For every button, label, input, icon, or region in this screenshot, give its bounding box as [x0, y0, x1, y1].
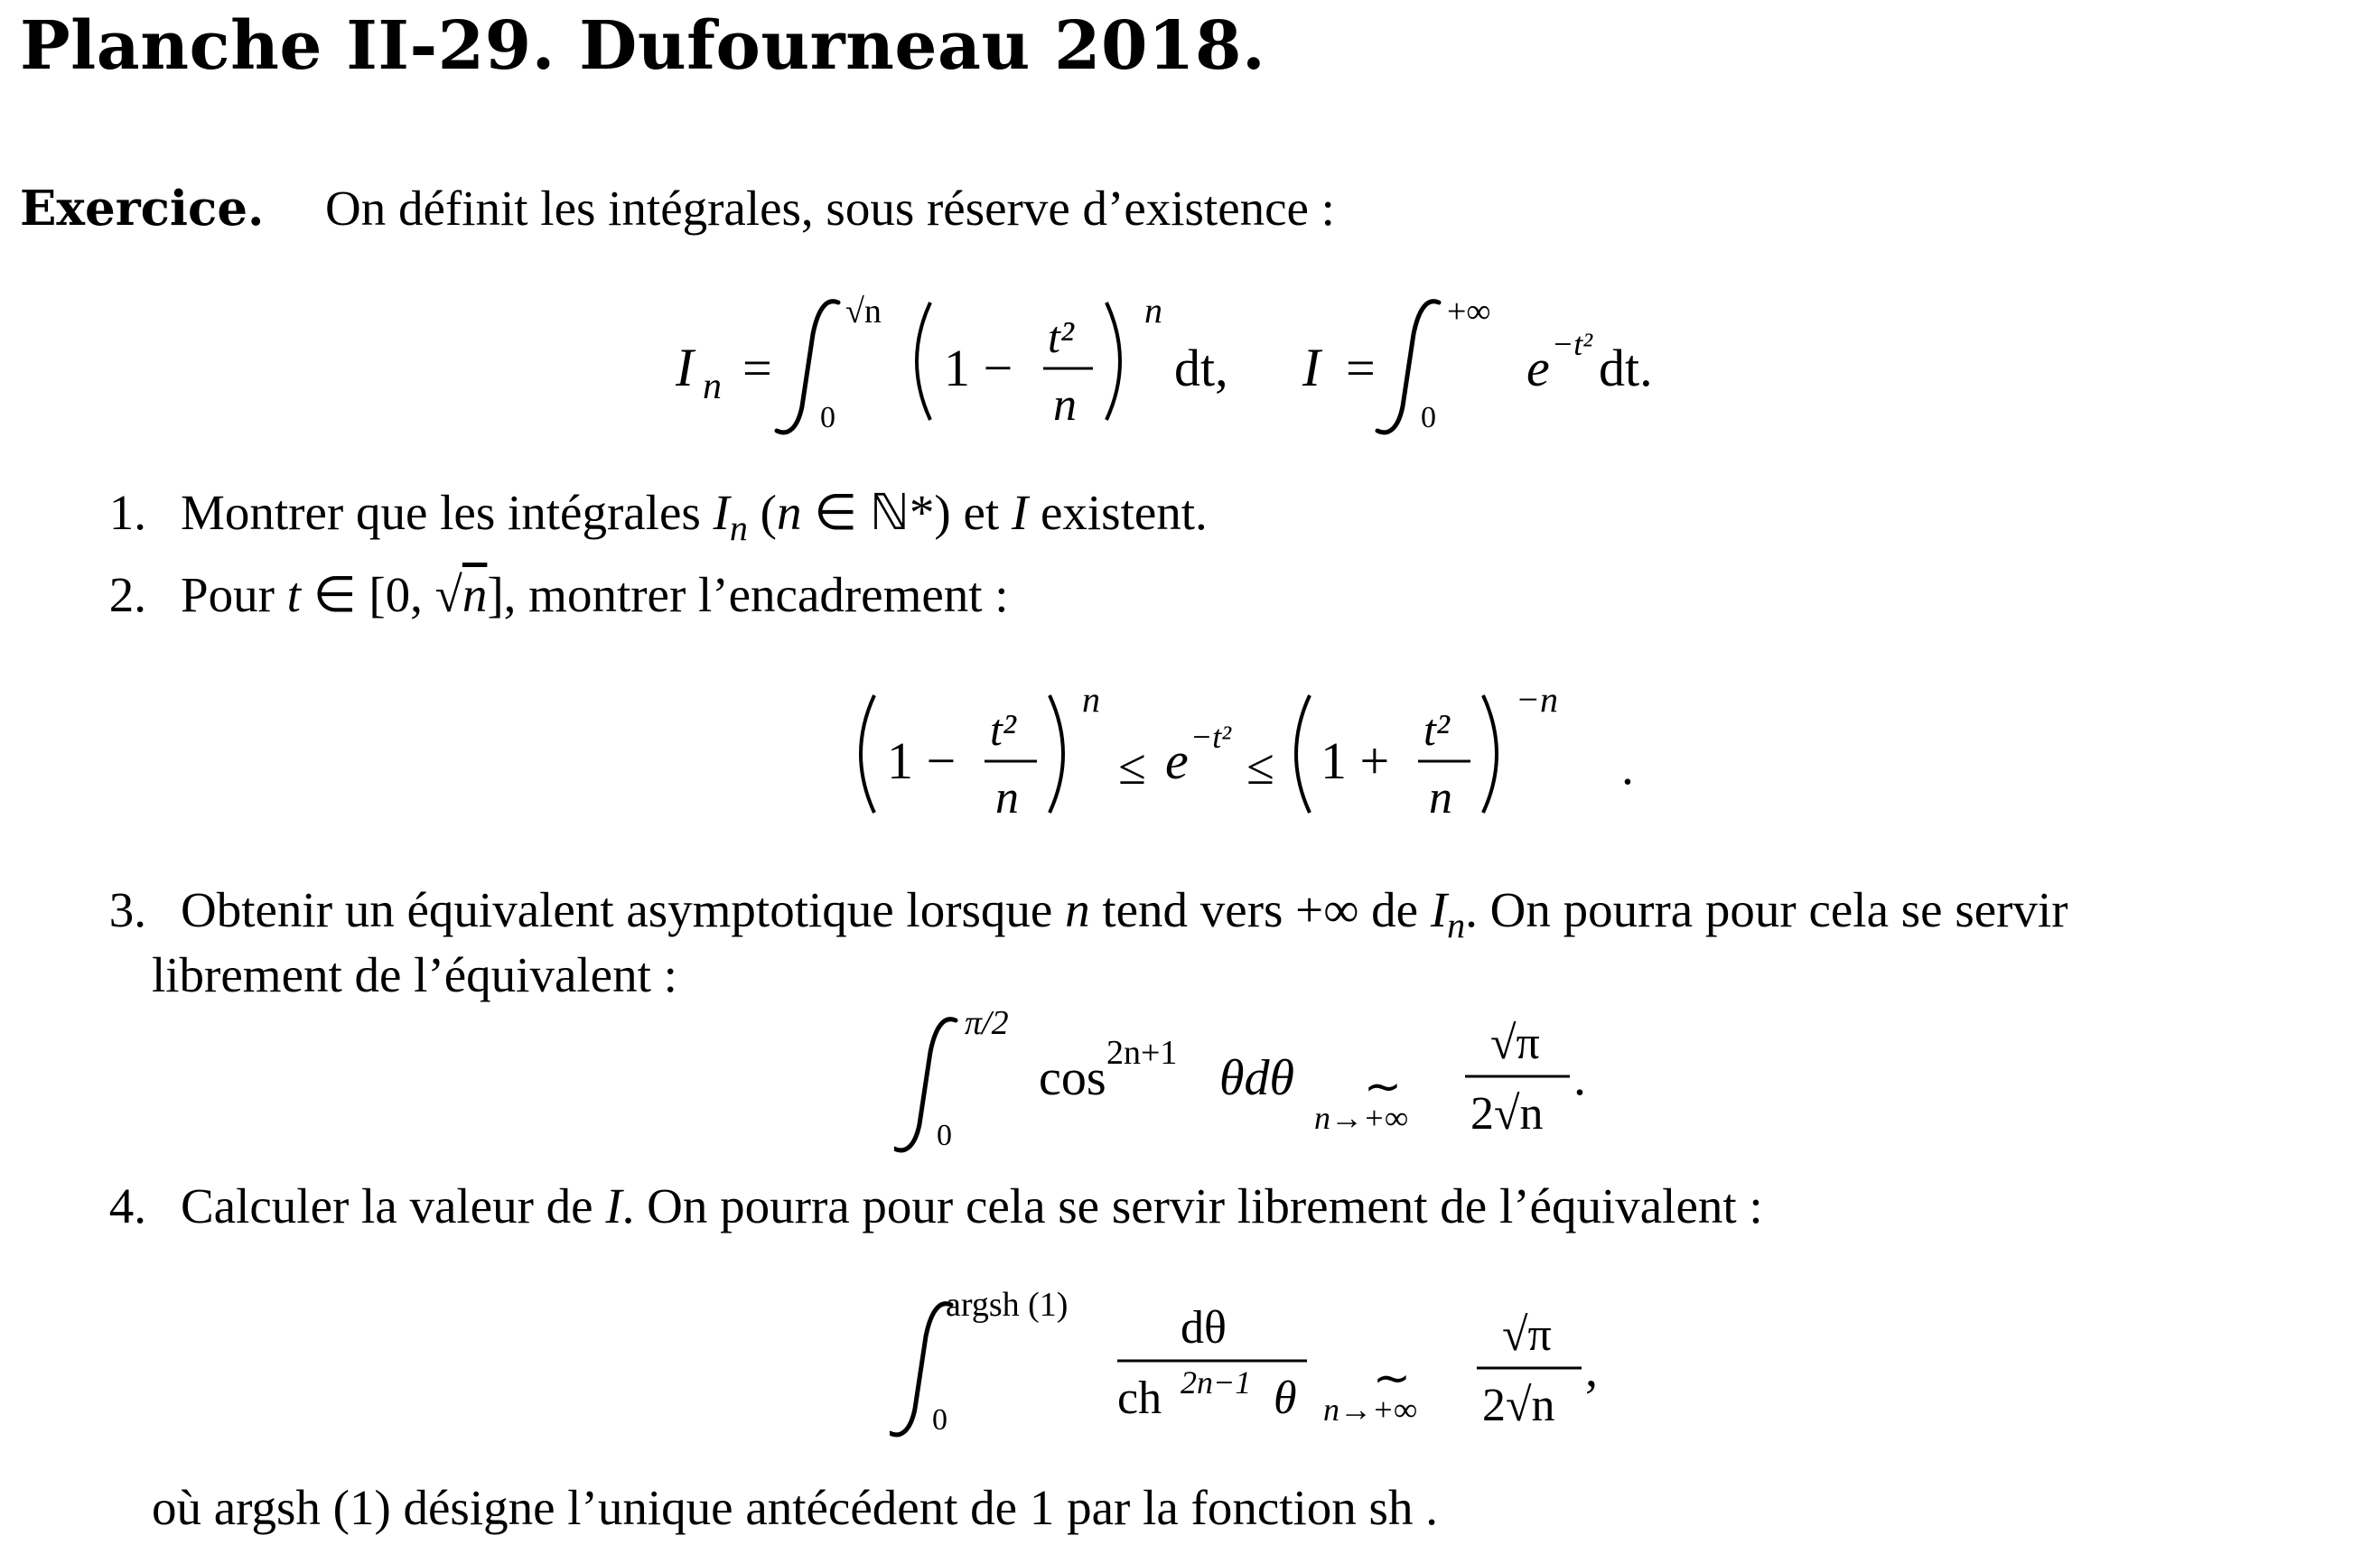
eq3-end: . — [1573, 1050, 1586, 1106]
eq3-sim-sub: n→+∞ — [1314, 1100, 1408, 1136]
page-title: Planche II-29. Dufourneau 2018. — [20, 7, 1266, 85]
eq2-mid: e — [1165, 731, 1189, 790]
eq4-lower: 0 — [932, 1403, 947, 1437]
list-item-3-continuation: librement de l’équivalent : — [152, 947, 677, 1002]
eq3-lower: 0 — [937, 1119, 952, 1152]
eq1-lparen — [917, 302, 930, 420]
item3-text-f: . On pourra pour cela se servir — [1465, 882, 2068, 937]
eq3-cos: cos — [1039, 1050, 1106, 1106]
eq2-le-1: ≤ — [1118, 740, 1146, 796]
item4-text-c: . On pourra pour cela se servir librement de l’équivalent : — [621, 1178, 1763, 1233]
eq4-sim-sub: n→+∞ — [1323, 1391, 1417, 1428]
item1-I: I — [713, 485, 730, 540]
eq1-power: n — [1144, 290, 1162, 330]
eq1-dt2: dt. — [1599, 339, 1653, 397]
equation-4 — [890, 1278, 1639, 1440]
eq1-rparen — [1106, 302, 1120, 420]
eq2-rparen-2 — [1483, 695, 1497, 813]
item1-text-f: ∈ ℕ*) et — [801, 485, 1012, 540]
eq2-n-den: n — [995, 772, 1019, 824]
item1-text-h: existent. — [1028, 485, 1208, 540]
list-item-number: 4. — [108, 1178, 146, 1233]
eq4-den-ch: ch — [1117, 1373, 1162, 1424]
item3-text-a: Obtenir un équivalent asymptotique lorsque — [181, 882, 1066, 937]
exercise-intro-text: On définit les intégrales, sous réserve d’existence : — [325, 181, 1335, 236]
eq4-end: , — [1585, 1342, 1598, 1398]
eq2-rhs-power: −n — [1516, 679, 1558, 720]
eq4-upper: argsh (1) — [946, 1286, 1069, 1324]
item4-text-a: Calculer la valeur de — [181, 1178, 606, 1233]
item2-text-c: ∈ [0, √ — [300, 567, 462, 622]
eq1-lower: 0 — [820, 401, 835, 434]
list-item-number: 2. — [108, 567, 146, 622]
eq3-sim: ∼ — [1364, 1061, 1402, 1112]
eq2-n-den-b: n — [1429, 772, 1452, 824]
list-item-3 — [79, 882, 2068, 945]
eq2-one-minus: 1 − — [887, 731, 957, 790]
eq2-t2-b: t² — [1423, 704, 1450, 755]
eq2-end: . — [1621, 740, 1634, 796]
item2-text-e: ], montrer l’encadrement : — [487, 567, 1009, 622]
eq4-den-sup: 2n−1 — [1181, 1364, 1252, 1401]
item1-n-sub: n — [729, 507, 748, 548]
list-item-number: 1. — [108, 485, 146, 540]
item1-text-a: Montrer que les intégrales — [181, 485, 714, 540]
eq2-mid-sup: −t² — [1190, 719, 1232, 755]
eq1-dt1: dt, — [1174, 339, 1228, 397]
eq3-upper: π/2 — [965, 1004, 1009, 1042]
item2-t: t — [286, 567, 301, 622]
equation-2 — [849, 668, 1662, 831]
eq1-upper-2: +∞ — [1447, 293, 1491, 330]
eq1-I2: I — [1302, 338, 1321, 397]
list-item-number: 3. — [108, 882, 146, 937]
eq2-le-2: ≤ — [1246, 740, 1274, 796]
item1-I2: I — [1011, 485, 1029, 540]
eq4-rnum: √π — [1502, 1309, 1552, 1361]
item3-I: I — [1430, 882, 1448, 937]
list-item-4 — [79, 1178, 1763, 1233]
eq1-n-sub: n — [703, 366, 722, 407]
item1-n: n — [776, 485, 802, 540]
eq1-equals2: = — [1346, 339, 1376, 397]
eq4-sim: ∼ — [1373, 1353, 1411, 1403]
list-item-1 — [79, 485, 1208, 548]
eq2-lparen-1 — [861, 695, 874, 813]
item1-text-d: ( — [747, 485, 777, 540]
item2-n: n — [462, 567, 488, 622]
eq3-theta-dtheta: θdθ — [1219, 1050, 1295, 1106]
eq2-rparen-1 — [1050, 695, 1063, 813]
eq4-num: dθ — [1181, 1302, 1227, 1354]
exercise-intro — [20, 181, 1335, 237]
eq2-lhs-power: n — [1082, 679, 1100, 720]
eq3-cos-sup: 2n+1 — [1106, 1034, 1178, 1072]
item3-n-sub: n — [1447, 905, 1466, 945]
item4-I: I — [605, 1178, 622, 1233]
equation-1 — [632, 284, 1716, 447]
item3-text-c: tend vers +∞ de — [1089, 882, 1431, 937]
eq2-t2: t² — [990, 704, 1016, 755]
exercise-label: Exercice. — [20, 181, 265, 237]
eq3-den: 2√n — [1470, 1088, 1544, 1140]
eq1-I: I — [676, 338, 694, 397]
eq1-one-minus: 1 − — [944, 339, 1013, 397]
eq1-upper: √n — [845, 293, 882, 330]
eq1-n-den: n — [1053, 379, 1077, 431]
eq1-exp: e — [1526, 339, 1550, 397]
eq3-num: √π — [1490, 1018, 1540, 1069]
eq1-t2: t² — [1048, 312, 1074, 362]
eq1-exp-sup: −t² — [1552, 326, 1593, 362]
eq4-den-theta: θ — [1274, 1373, 1297, 1424]
eq1-lower-2: 0 — [1421, 401, 1436, 434]
footer-note: où argsh (1) désigne l’unique antécédent de 1 par la fonction sh . — [152, 1480, 1438, 1535]
equation-3 — [894, 993, 1617, 1156]
eq2-one: 1 + — [1321, 731, 1390, 790]
item2-text-a: Pour — [181, 567, 287, 622]
eq4-rden: 2√n — [1482, 1380, 1555, 1431]
eq1-equals: = — [742, 339, 772, 397]
list-item-2 — [79, 567, 1009, 622]
item3-n: n — [1065, 882, 1090, 937]
eq2-lparen-2 — [1296, 695, 1310, 813]
